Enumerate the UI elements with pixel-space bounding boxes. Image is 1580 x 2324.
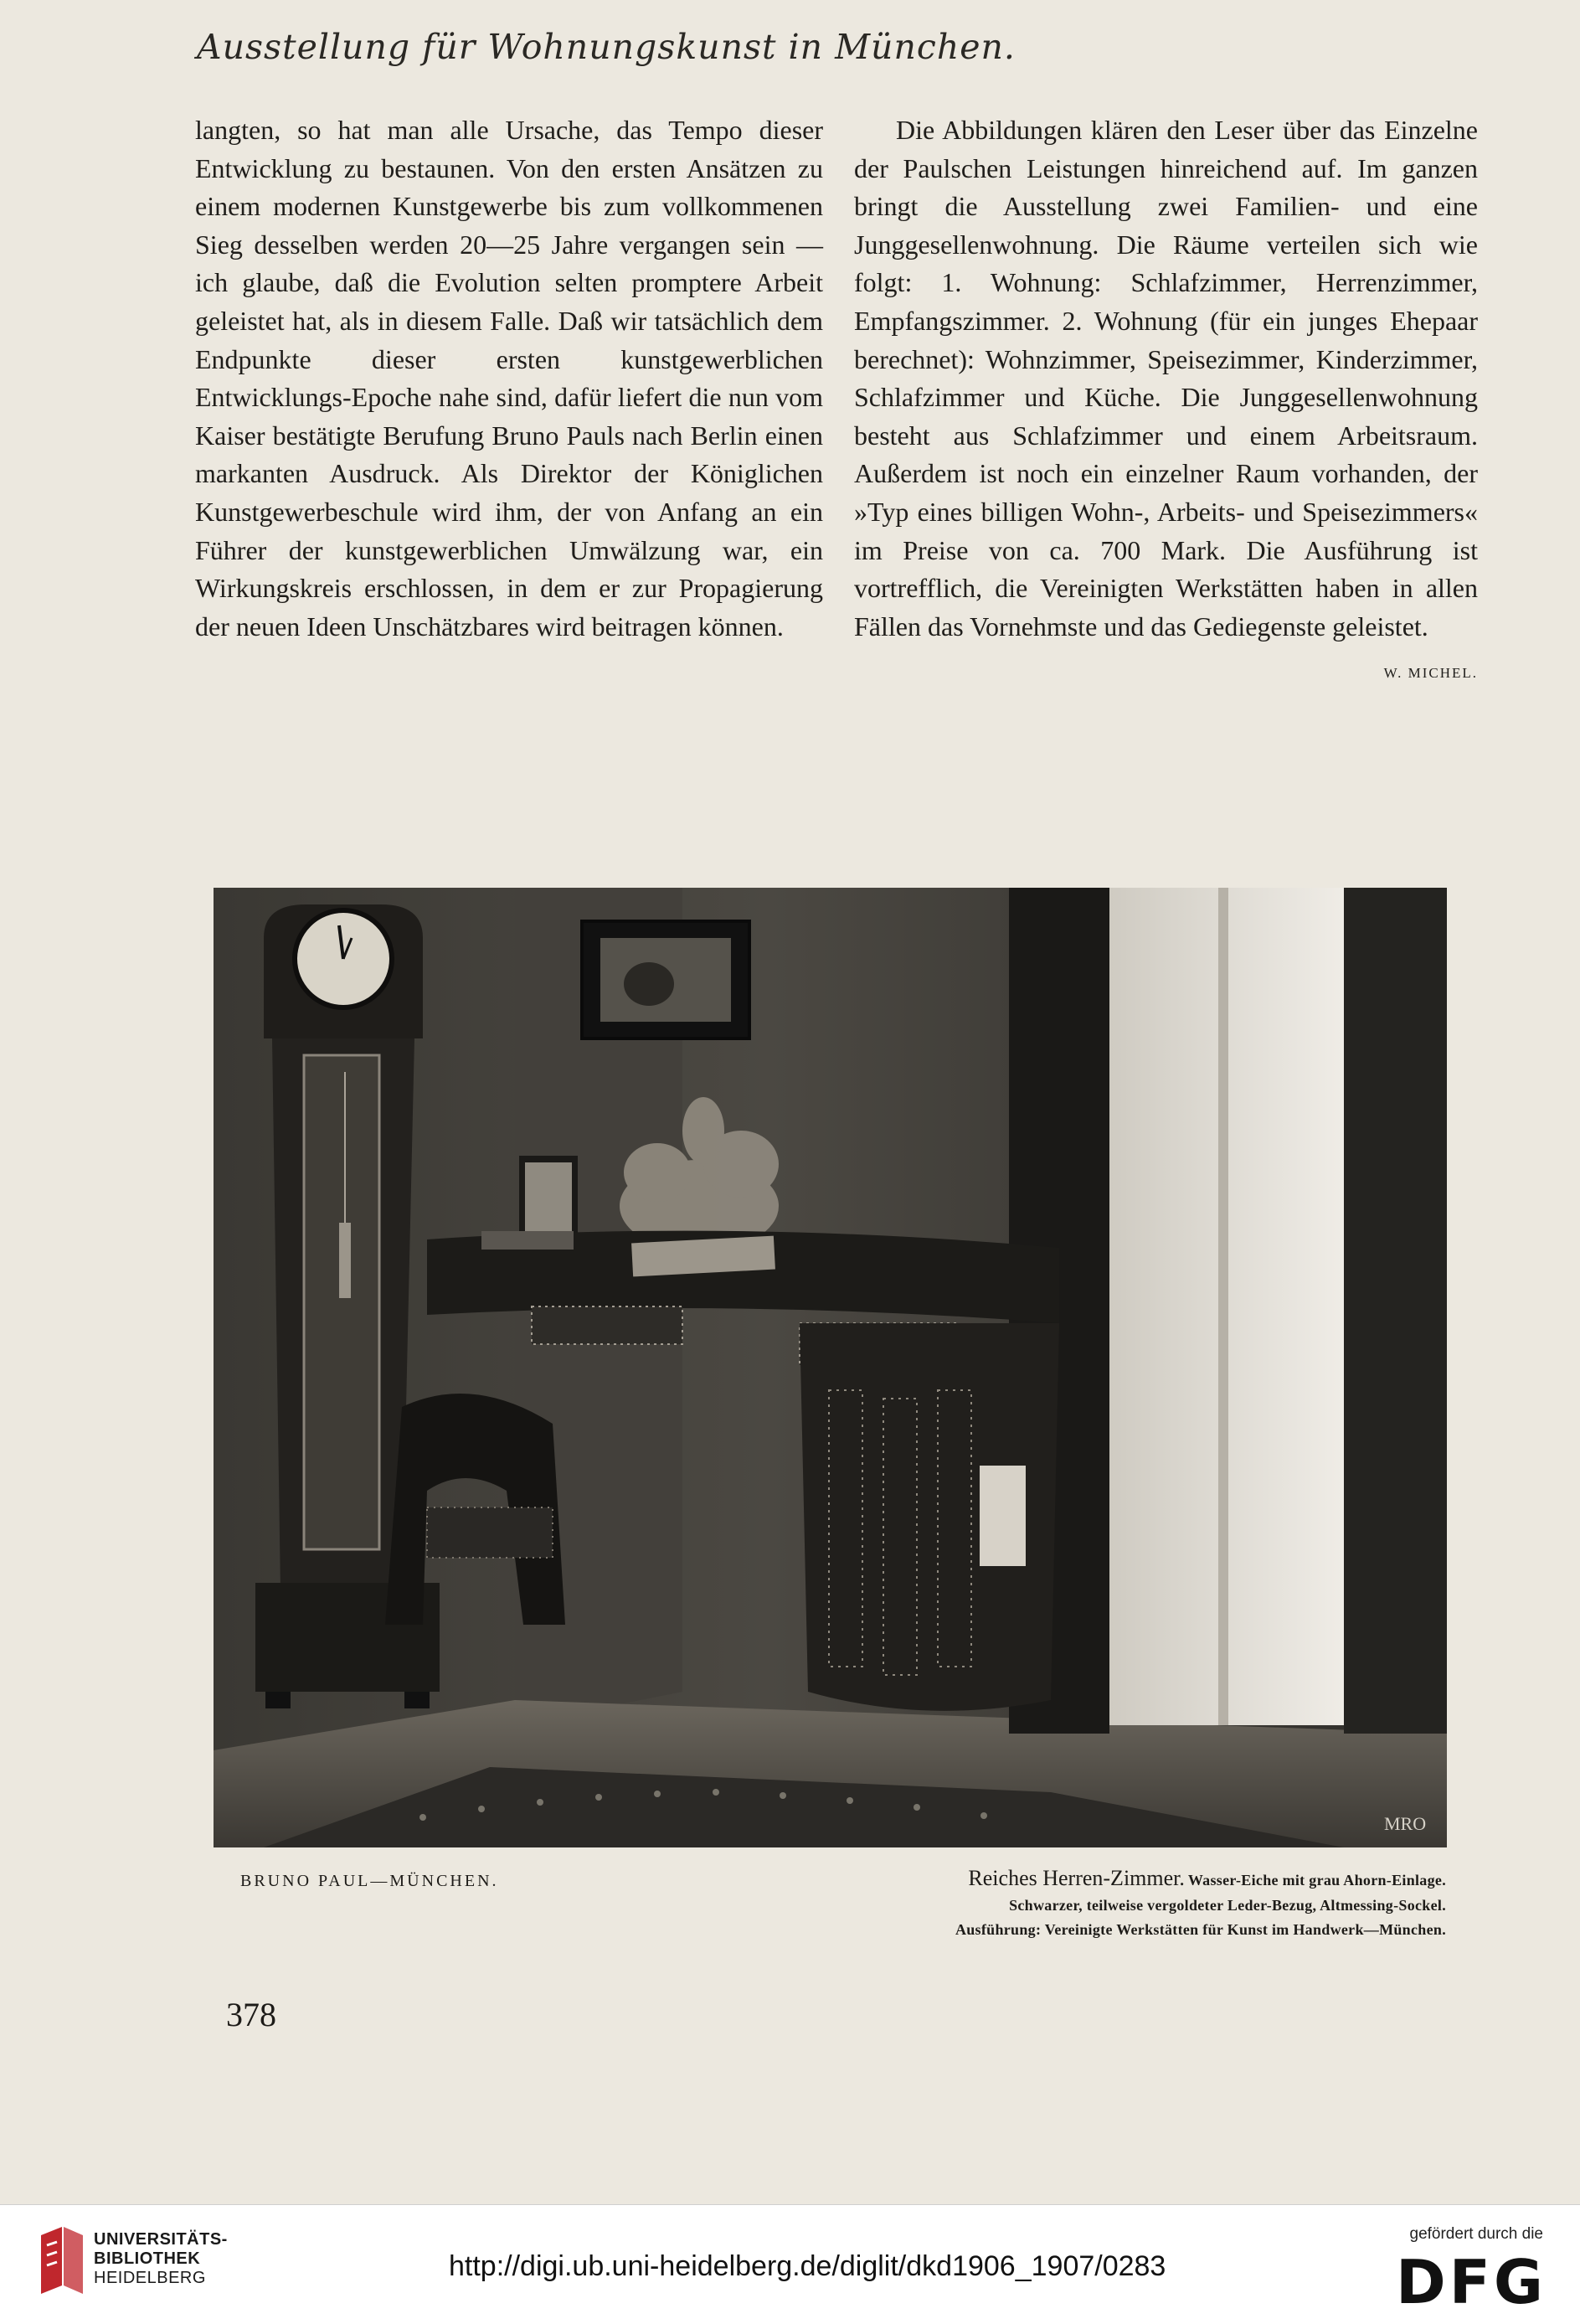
page-number: 378 (226, 1996, 276, 2033)
digitization-footer (0, 2204, 1580, 2324)
library-line-2: BIBLIOTHEK (94, 2249, 201, 2268)
text-column-right (854, 111, 1478, 693)
author-signature: W. MICHEL. (1383, 665, 1478, 682)
funding-note: gefördert durch die (1409, 2225, 1543, 2243)
library-line-3: HEIDELBERG (94, 2269, 206, 2287)
caption-execution: Ausführung: Vereinigte Werkstätten für Kunst im Handwerk—München. (955, 1921, 1446, 1938)
caption-upholstery: Schwarzer, teilweise vergoldeter Leder-Bezug, Altmessing-Sockel. (1009, 1897, 1446, 1914)
designer-credit: BRUNO PAUL—MÜNCHEN. (240, 1872, 499, 1890)
herrenzimmer-photo-illustration (214, 888, 1447, 1847)
right-column-text: Die Abbildungen klären den Leser über das Einzelne der Paulschen Leistungen hinreichend auf. Im ganzen bringt die Ausstellung zwei Familien- und eine Junggesellenwohnung. Die Räume verteilen sich wie folgt: 1. Wohnung: Schlafzimmer, Herrenzimmer, Empfangszimmer. 2. Wohnung (für ein junges Ehepaar berechnet): Wohnzimmer, Speisezimmer, Kinderzimmer, Schlafzimmer und Küche. Die Junggesellenwohnung besteht aus Schlafzimmer und einem Arbeitsraum. Außerdem ist noch ein einzelner Raum vorhanden, der »Typ eines billigen Wohn-, Arbeits- und Speisezimmers« im Preise von ca. 700 Mark. Die Ausführung ist vortrefflich, die Vereinigten Werkstätten haben in allen Fällen das Vornehmste und das Gediegenste geleistet. (854, 115, 1478, 642)
figure-caption (776, 1866, 1446, 1942)
dfg-logo: DFG (1395, 2247, 1547, 2317)
interior-photograph (214, 888, 1447, 1847)
university-library-logo-icon (37, 2227, 87, 2294)
running-title: Ausstellung für Wohnungskunst in München. (197, 27, 1016, 67)
left-column-text: langten, so hat man alle Ursache, das Tempo dieser Entwicklung zu bestaunen. Von den ersten Ansätzen zu einem modernen Kunstgewerbe bis zum vollkommenen Sieg desselben werden 20—25 Jahre vergangen sein — ich glaube, daß die Evolution selten promptere Arbeit geleistet hat, als in diesem Falle. Daß wir tatsächlich dem Endpunkte dieser ersten kunstgewerblichen Entwicklungs-Epoche nahe sind, dafür liefert die nun vom Kaiser bestätigte Berufung Bruno Pauls nach Berlin einen markanten Ausdruck. Als Direktor der Königlichen Kunstgewerbeschule wird ihm, der von Anfang an ein Führer der kunstgewerblichen Umwälzung war, ein Wirkungskreis erschlossen, in dem er zur Propagierung der neuen Ideen Unschätzbares wird beitragen können. (195, 115, 823, 642)
digitized-source-link[interactable]: http://digi.ub.uni-heidelberg.de/diglit/dkd1906_1907/0283 (449, 2250, 1166, 2282)
library-line-1: UNIVERSITÄTS- (94, 2230, 228, 2249)
library-name (94, 2230, 228, 2288)
text-column-left (195, 111, 823, 646)
caption-material: Wasser-Eiche mit grau Ahorn-Einlage. (1187, 1872, 1446, 1889)
photo-mark: MRO (1384, 1813, 1427, 1834)
caption-title: Reiches Herren-Zimmer. (968, 1866, 1185, 1890)
